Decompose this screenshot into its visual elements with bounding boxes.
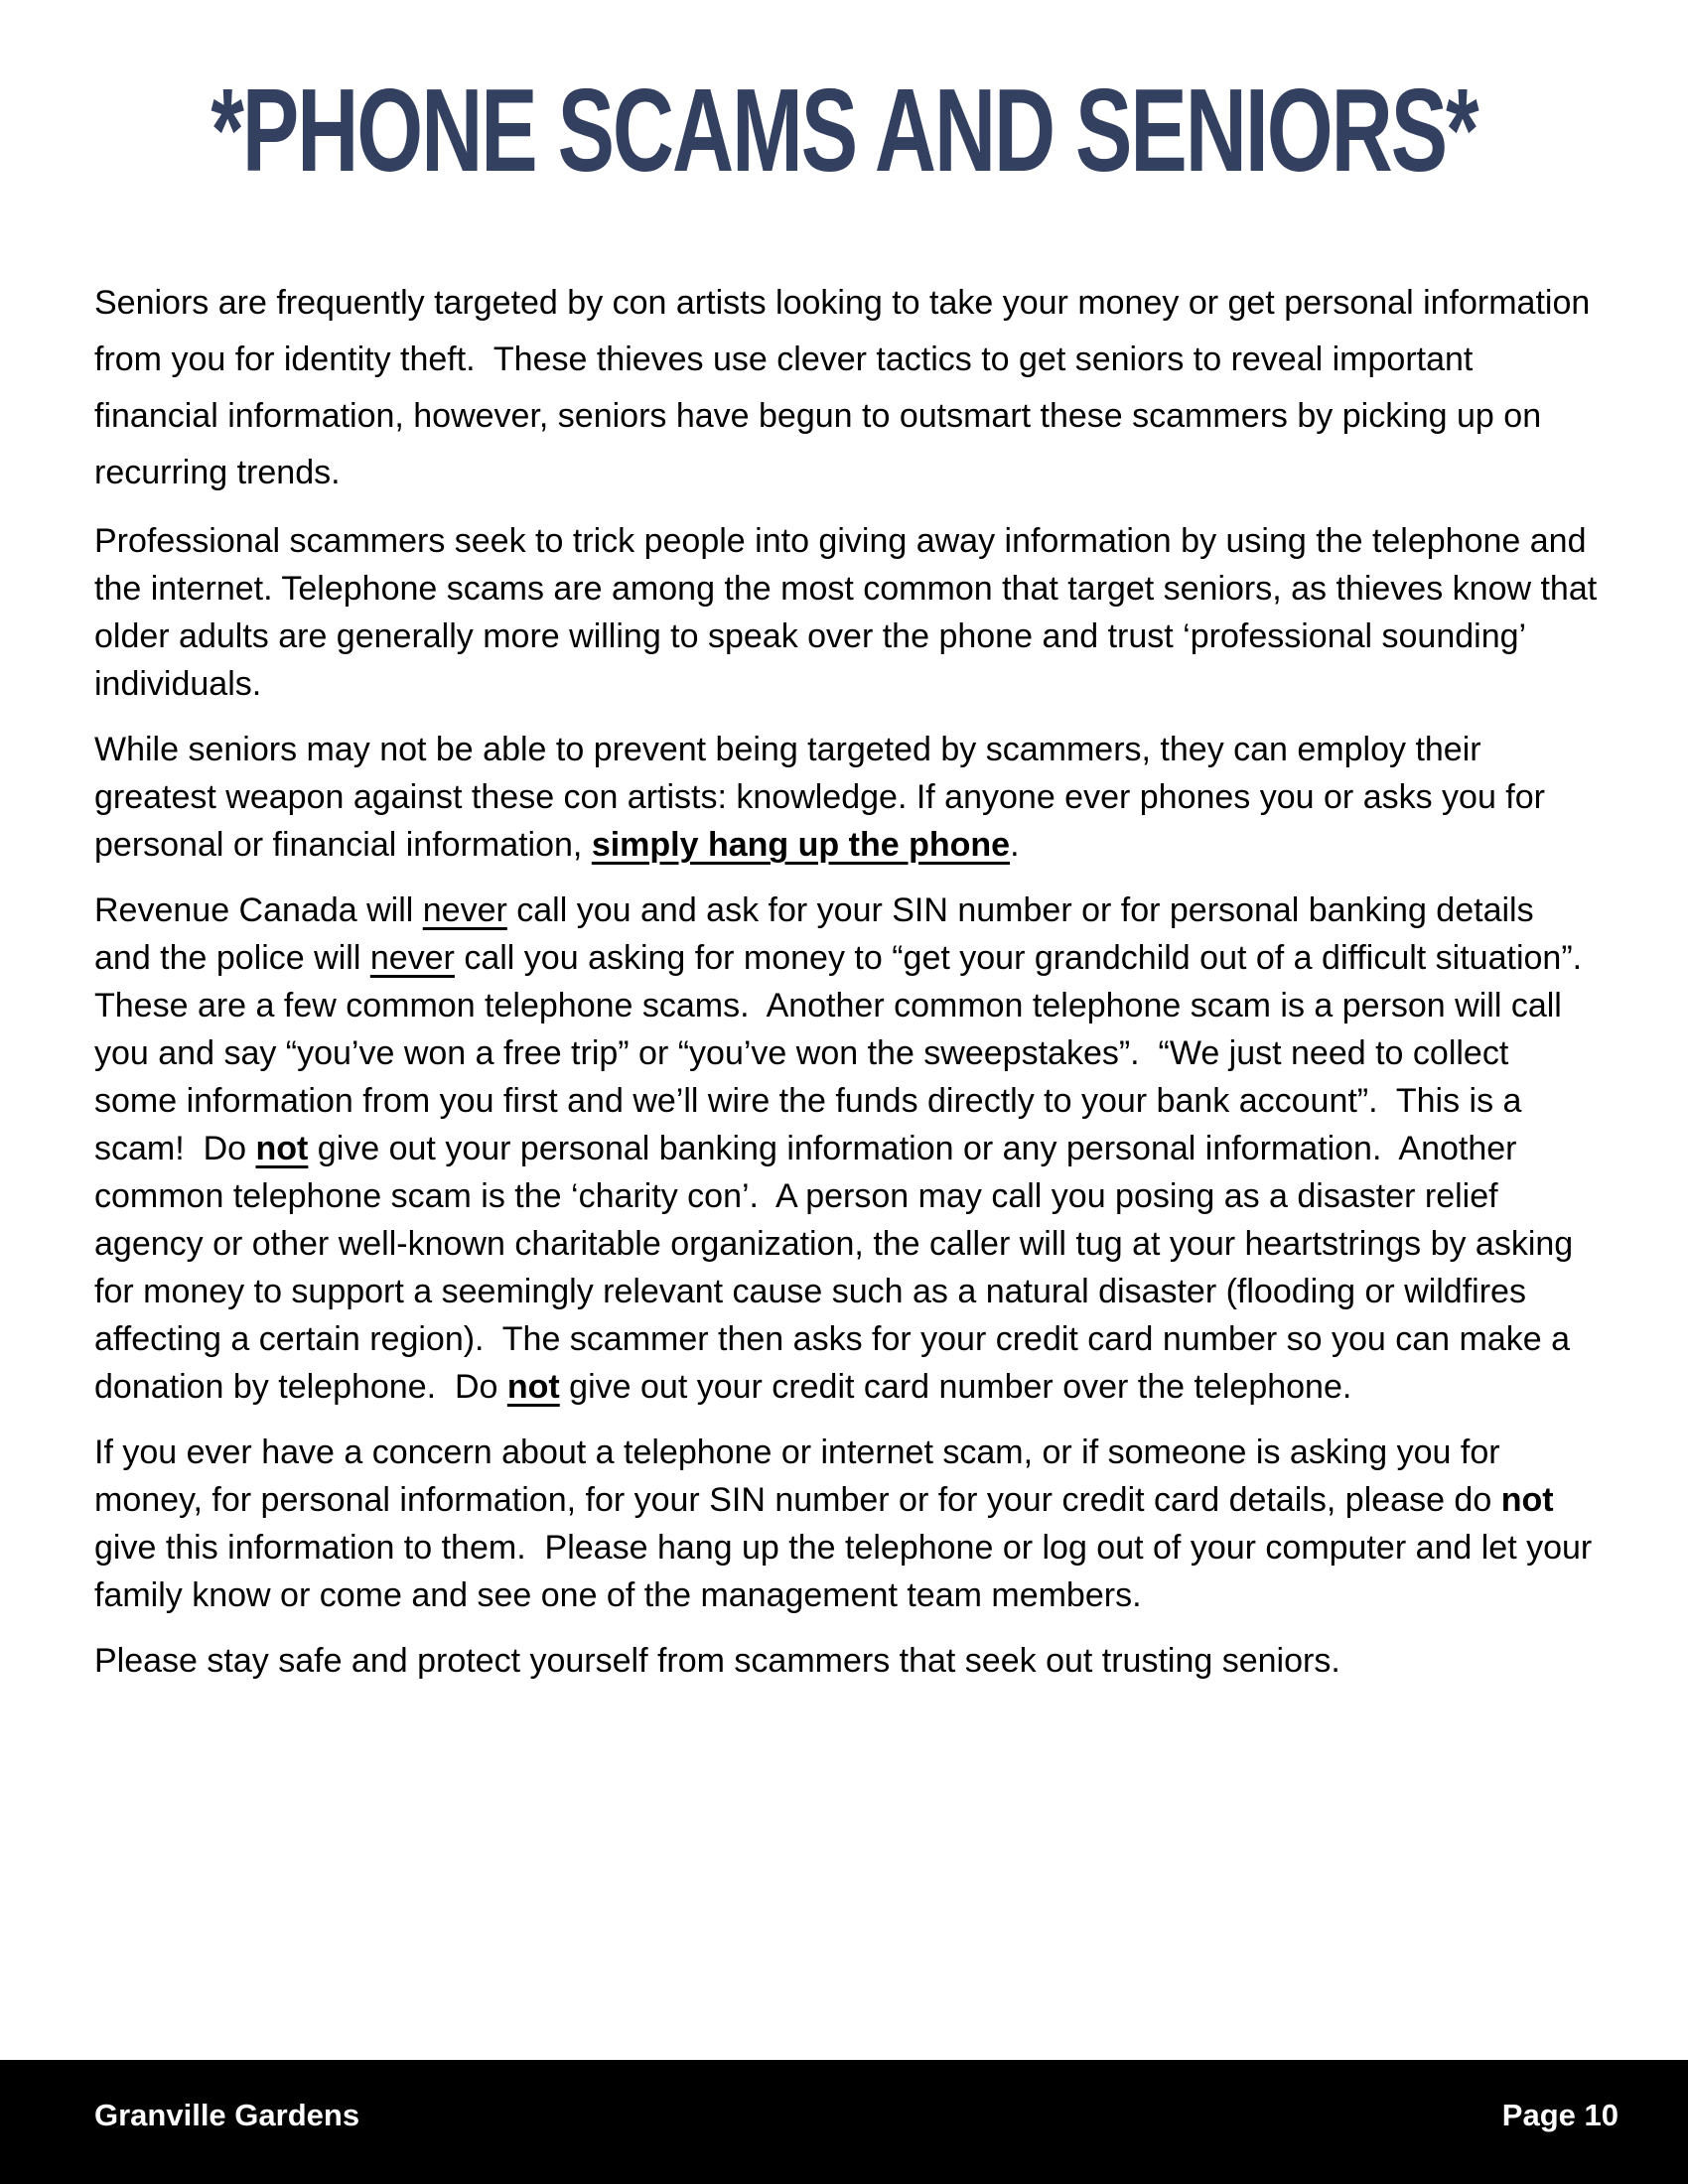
text-run: not — [255, 1130, 309, 1167]
text-run: . — [1010, 826, 1020, 864]
article-body — [0, 275, 1688, 1685]
paragraph — [94, 275, 1599, 501]
page-footer — [0, 2060, 1688, 2184]
text-run: call you and ask for your SIN number or for personal banking details and the police will — [94, 891, 1544, 977]
text-run: Professional scammers seek to trick people into giving away information by using the telephone and the internet. Telephone scams are among the most common that target seniors, as thieves know that older adults are generally more willing to speak over the phone and trust ‘professional sounding’ individuals. — [94, 522, 1607, 703]
page-title: *PHONE SCAMS AND SENIORS* — [211, 65, 1477, 198]
text-run: never — [422, 891, 507, 929]
text-run: give out your personal banking information or any personal information. Another common telephone scam is the ‘charity con’. A person may call you posing as a disaster relief agency or other well-known charitable organization, the caller will tug at your heartstrings by asking for money to support a seemingly relevant cause such as a natural disaster (flooding or wildfires affecting a certain region). The scammer then asks for your credit card number so you can make a donation by telephone. Do — [94, 1130, 1583, 1406]
text-run: Seniors are frequently targeted by con artists looking to take your money or get personal information from you for identity theft. These thieves use clever tactics to get seniors to reveal important financial information, however, seniors have begun to outsmart these scammers by picking up on recurring trends. — [94, 284, 1600, 491]
text-run: give this information to them. Please hang up the telephone or log out of your computer and let your family know or come and see one of the management team members. — [94, 1481, 1602, 1614]
text-run: never — [369, 939, 455, 977]
paragraph — [94, 517, 1607, 708]
footer-community-name: Granville Gardens — [94, 2097, 360, 2132]
paragraph — [94, 726, 1599, 869]
text-run: While seniors may not be able to prevent being targeted by scammers, they can employ their greatest weapon against these con artists: knowledge. If anyone ever phones you or asks you for personal or financial information, — [94, 731, 1555, 864]
text-run: simply hang up the phone — [591, 826, 1011, 864]
text-run: Please stay safe and protect yourself from scammers that seek out trusting seniors. — [94, 1642, 1340, 1680]
paragraph — [94, 1429, 1602, 1619]
text-run: Revenue Canada will — [94, 891, 423, 929]
text-run: not — [1500, 1481, 1554, 1519]
text-run: give out your credit card number over the telephone. — [559, 1368, 1352, 1406]
footer-page-number: Page 10 — [1501, 2097, 1618, 2132]
paragraph — [94, 887, 1599, 1411]
text-run: If you ever have a concern about a telephone or internet scam, or if someone is asking you for money, for personal information, for your SIN number or for your credit card details, please do — [94, 1433, 1510, 1519]
text-run: not — [506, 1368, 560, 1406]
text-run: call you asking for money to “get your grandchild out of a difficult situation”. These are a few common telephone scams. Another common telephone scam is a person will call you and say “you’ve won a free trip” or “you’ve won the sweepstakes”. “We just need to collect some information from you first and we’ll wire the funds directly to your bank account”. This is a scam! Do — [94, 939, 1601, 1167]
paragraph — [94, 1637, 1599, 1685]
